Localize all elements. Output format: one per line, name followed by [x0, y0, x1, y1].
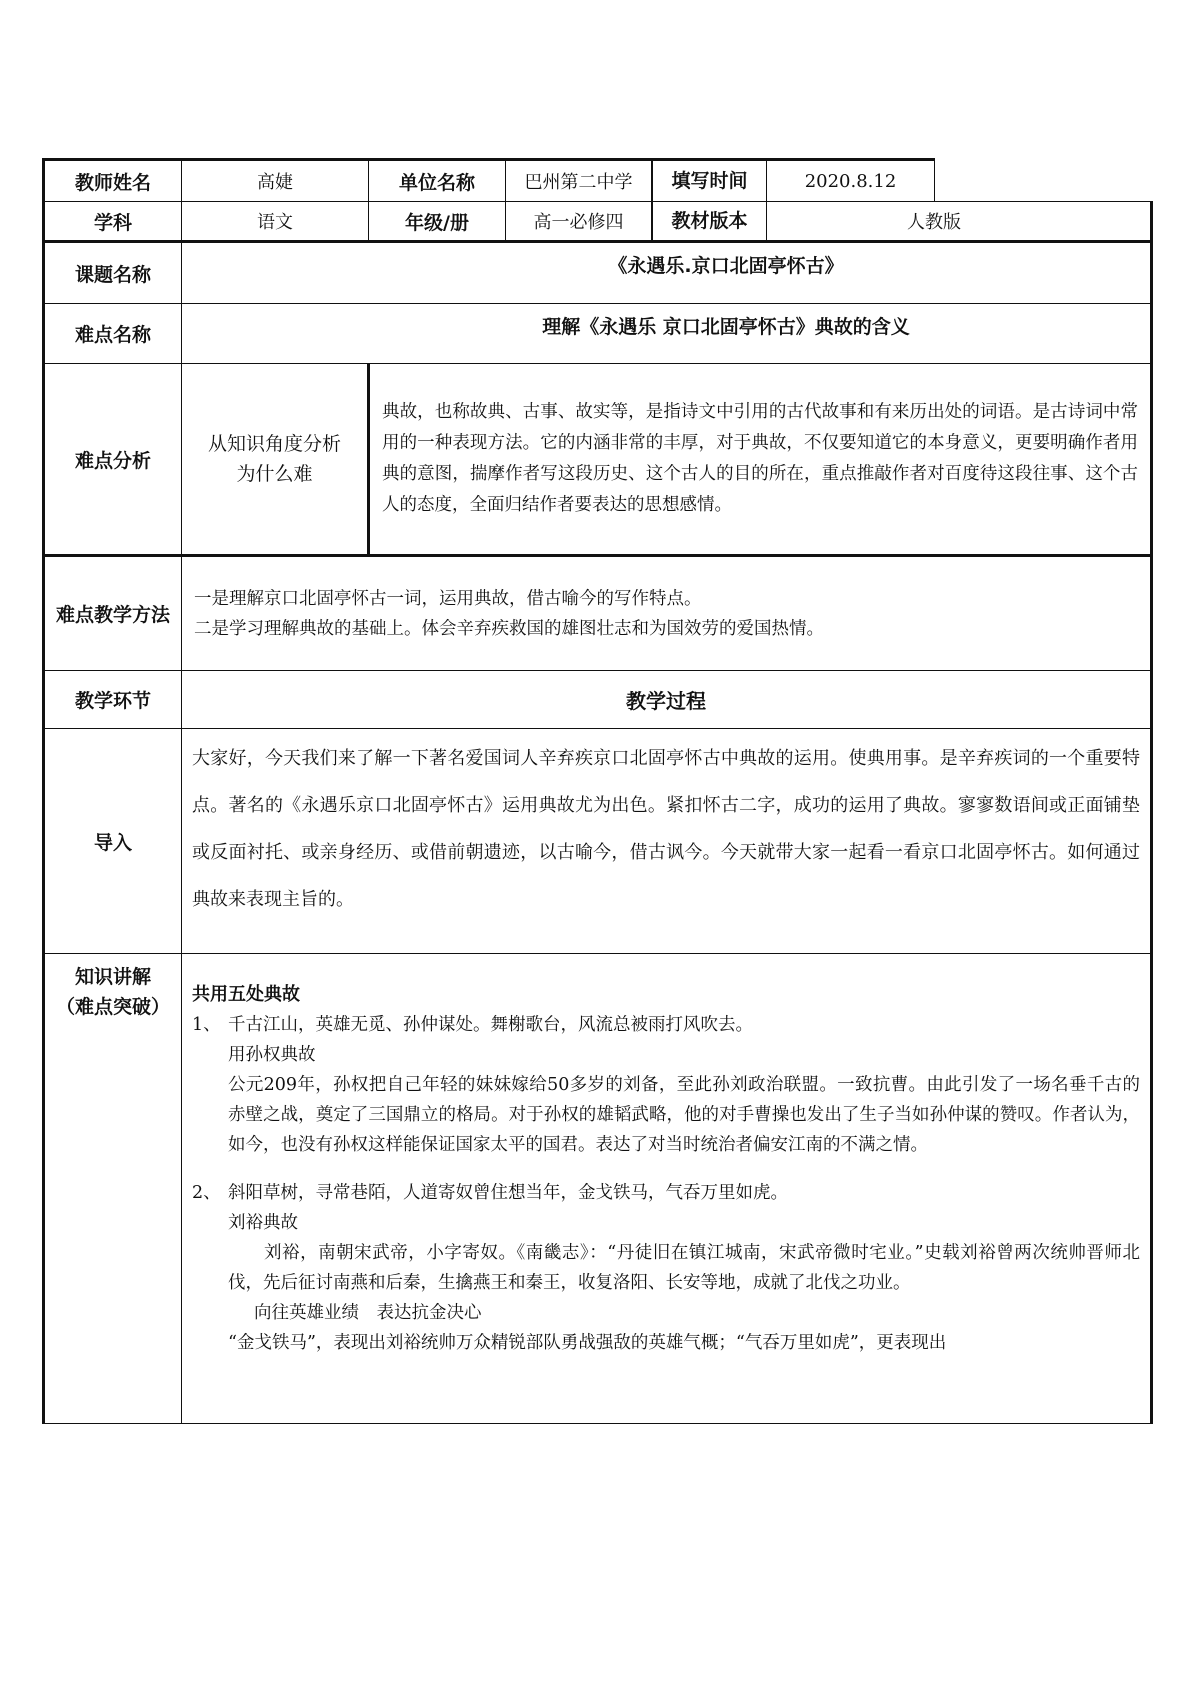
knowledge-label-line-2: （难点突破） [55, 996, 170, 1018]
allusion-1-explanation: 公元209年，孙权把自己年轻的妹妹嫁给50多岁的刘备，至此孙刘政治联盟。一致抗曹。由此引发了一场名垂千古的赤壁之战，奠定了三国鼎立的格局。对于孙权的雄韬武略，他的对手曹操也发出了生子当如孙仲谋的赞叹。作者认为，如今，也没有孙权这样能保证国家太平的国君。表达了对当时统治者偏安江南的不满之情。 [228, 1075, 1140, 1155]
analysis-row [44, 364, 1152, 556]
allusion-1-number: 1、 [192, 1015, 221, 1035]
allusion-1-line [192, 1010, 1140, 1040]
allusion-2-quote: 斜阳草树，寻常巷陌，人道寄奴曾住想当年，金戈铁马，气吞万里如虎。 [228, 1183, 788, 1203]
process-stage-label: 教学环节 [44, 671, 182, 729]
knowledge-row [44, 954, 1152, 1424]
analysis-label: 难点分析 [44, 364, 182, 556]
teacher-label: 教师姓名 [44, 160, 182, 202]
grade-value: 高一必修四 [506, 202, 652, 242]
allusion-1-quote: 千古江山，英雄无觅、孙仲谋处。舞榭歌台，风流总被雨打风吹去。 [228, 1015, 753, 1035]
allusion-2-last-line: “金戈铁马”，表现出刘裕统帅万众精锐部队勇战强敌的英雄气概；“气吞万里如虎”，更表现出 [228, 1333, 947, 1353]
allusion-2-line [192, 1178, 1140, 1208]
knowledge-heading: 共用五处典故 [192, 984, 300, 1005]
difficulty-label: 难点名称 [44, 304, 182, 364]
process-title: 教学过程 [182, 671, 1152, 729]
intro-row [44, 729, 1152, 954]
analysis-text: 典故，也称故典、古事、故实等，是指诗文中引用的古代故事和有来历出处的词语。是古诗词中常用的一种表现方法。它的内涵非常的丰厚，对于典故，不仅要知道它的本身意义，更要明确作者用典的意图，揣摩作者写这段历史、这个古人的目的所在，重点推敲作者对百度待这段往事、这个古人的态度，全面归结作者要表达的思想感情。 [369, 364, 1152, 556]
unit-value: 巴州第二中学 [506, 160, 652, 202]
edition-cell [652, 202, 1152, 242]
time-label: 填写时间 [652, 161, 767, 201]
allusion-2-number: 2、 [192, 1183, 221, 1203]
allusion-2-note: 向往英雄业绩 表达抗金决心 [254, 1303, 482, 1323]
unit-label: 单位名称 [369, 160, 506, 202]
intro-label: 导入 [44, 729, 182, 954]
allusion-1-title: 用孙权典故 [228, 1045, 316, 1065]
analysis-sub-label: 从知识角度分析为什么难 [182, 364, 369, 556]
subject-label: 学科 [44, 202, 182, 242]
difficulty-row [44, 304, 1152, 364]
edition-value: 人教版 [907, 212, 961, 233]
method-row [44, 556, 1152, 671]
topic-label: 课题名称 [44, 242, 182, 304]
method-line-2: 二是学习理解典故的基础上。体会辛弃疾救国的雄图壮志和为国效劳的爱国热情。 [194, 618, 824, 639]
allusion-2-title: 刘裕典故 [228, 1213, 298, 1233]
intro-text: 大家好，今天我们来了解一下著名爱国词人辛弃疾京口北固亭怀古中典故的运用。使典用事。是辛弃疾词的一个重要特点。著名的《永遇乐京口北固亭怀古》运用典故尤为出色。紧扣怀古二字，成功的运用了典故。寥寥数语间或正面铺垫或反面衬托、或亲身经历、或借前朝遗迹，以古喻今，借古讽今。今天就带大家一起看一看京口北固亭怀古。如何通过典故来表现主旨的。 [182, 729, 1152, 954]
grade-label: 年级/册 [369, 202, 506, 242]
time-cell [652, 160, 935, 202]
knowledge-content [182, 954, 1152, 1424]
difficulty-value: 理解《永遇乐 京口北固亭怀古》典故的含义 [182, 304, 1152, 364]
knowledge-label [44, 954, 182, 1424]
header-row-1 [44, 160, 1152, 202]
method-label: 难点教学方法 [44, 556, 182, 671]
method-line-1: 一是理解京口北固亭怀古一词，运用典故，借古喻今的写作特点。 [194, 588, 702, 609]
lesson-plan-form [42, 158, 1150, 1424]
topic-value: 《永遇乐.京口北固亭怀古》 [182, 242, 1152, 304]
spacer [192, 1160, 1140, 1178]
teacher-value: 高婕 [182, 160, 369, 202]
knowledge-label-line-1: 知识讲解 [74, 966, 151, 988]
time-value: 2020.8.12 [804, 170, 897, 192]
allusion-2-explanation: 刘裕，南朝宋武帝，小字寄奴。《南畿志》：“丹徒旧在镇江城南，宋武帝微时宅业。”史载刘裕曾两次统帅晋师北伐，先后征讨南燕和后秦，生擒燕王和秦王，收复洛阳、长安等地，成就了北伐之功业。 [228, 1243, 1140, 1293]
lesson-plan-table [42, 158, 1153, 1424]
method-text [182, 556, 1152, 671]
subject-value: 语文 [182, 202, 369, 242]
edition-label: 教材版本 [652, 202, 767, 240]
process-header-row [44, 671, 1152, 729]
topic-row [44, 242, 1152, 304]
header-row-2 [44, 202, 1152, 242]
